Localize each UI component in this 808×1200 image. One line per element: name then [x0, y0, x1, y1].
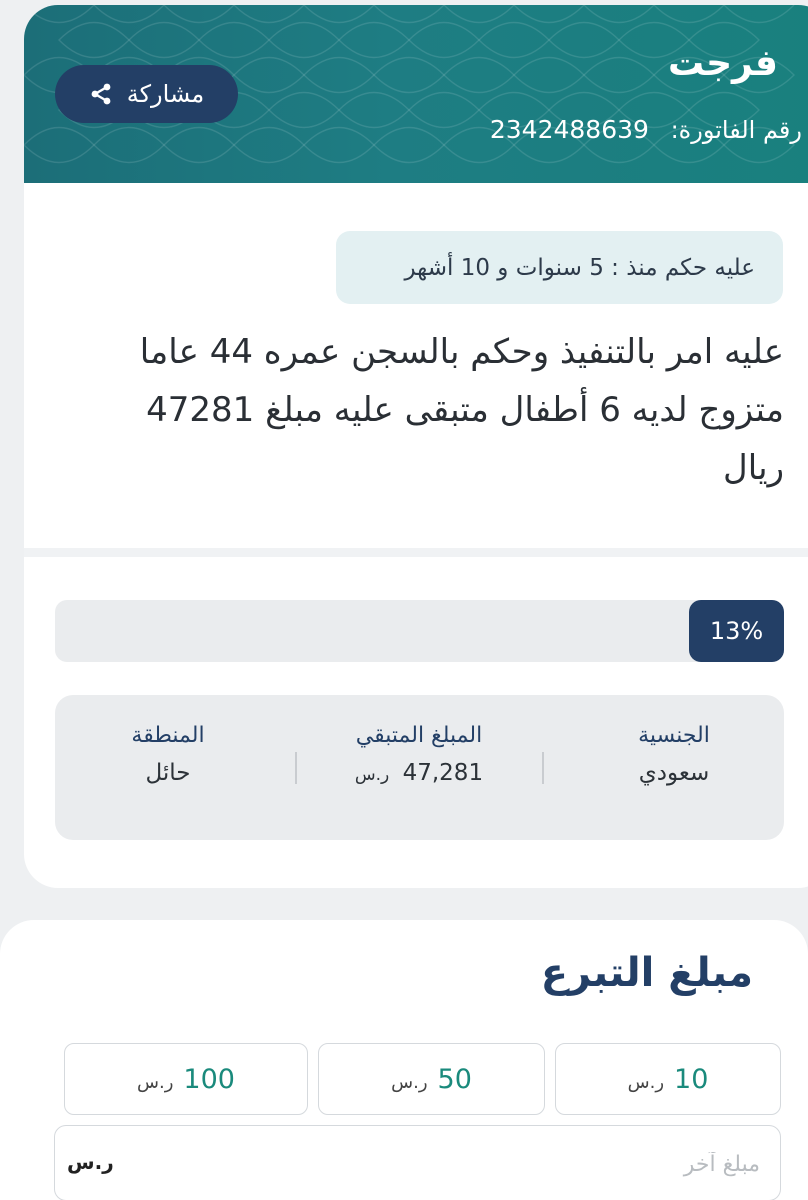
case-title: فرجت: [667, 43, 778, 84]
region-label: المنطقة: [131, 723, 205, 748]
amount-currency: ر.س: [627, 1072, 665, 1093]
invoice-number: 2342488639: [489, 115, 649, 144]
stat-remaining: [309, 723, 529, 786]
stats-panel: [55, 695, 784, 840]
remaining-amount: 47,281: [402, 760, 484, 786]
nationality-value: سعودي: [638, 760, 710, 786]
stat-divider: [542, 752, 544, 784]
amount-value: 100: [183, 1064, 235, 1095]
amount-option-100[interactable]: [64, 1043, 308, 1115]
amount-option-10[interactable]: [555, 1043, 781, 1115]
progress-bar: [55, 600, 784, 662]
region-value: حائل: [145, 760, 191, 786]
case-description: عليه امر بالتنفيذ وحكم بالسجن عمره 44 عاما متزوج لديه 6 أطفال متبقى عليه مبلغ 47281 ريال: [139, 332, 784, 488]
case-card: [24, 5, 808, 888]
sentence-duration-badge: عليه حكم منذ : 5 سنوات و 10 أشهر: [336, 231, 783, 304]
share-button[interactable]: [55, 65, 238, 123]
remaining-currency: ر.س: [354, 765, 390, 785]
progress-label: 13%: [709, 617, 764, 645]
amount-option-50[interactable]: [318, 1043, 545, 1115]
nationality-label: الجنسية: [638, 723, 710, 748]
remaining-label: المبلغ المتبقي: [355, 723, 483, 748]
share-button-label: مشاركة: [126, 80, 205, 108]
amount-currency: ر.س: [137, 1072, 174, 1093]
section-divider: [24, 548, 808, 557]
other-amount-field: [54, 1125, 781, 1200]
amount-value: 10: [674, 1064, 709, 1095]
progress-fill: [689, 600, 784, 662]
amount-currency: ر.س: [391, 1072, 428, 1093]
donation-title: مبلغ التبرع: [540, 950, 753, 996]
amount-value: 50: [437, 1064, 472, 1095]
remaining-value: [309, 760, 529, 786]
stat-region: [58, 723, 278, 786]
invoice-label: رقم الفاتورة:: [670, 116, 802, 144]
other-amount-currency: ر.س: [67, 1150, 114, 1174]
invoice-line: [490, 115, 802, 144]
stat-nationality: [564, 723, 784, 786]
case-header: [24, 5, 808, 183]
share-icon: [89, 82, 113, 106]
donation-card: [0, 920, 808, 1200]
stat-divider: [295, 752, 297, 784]
other-amount-input[interactable]: [260, 1140, 760, 1188]
